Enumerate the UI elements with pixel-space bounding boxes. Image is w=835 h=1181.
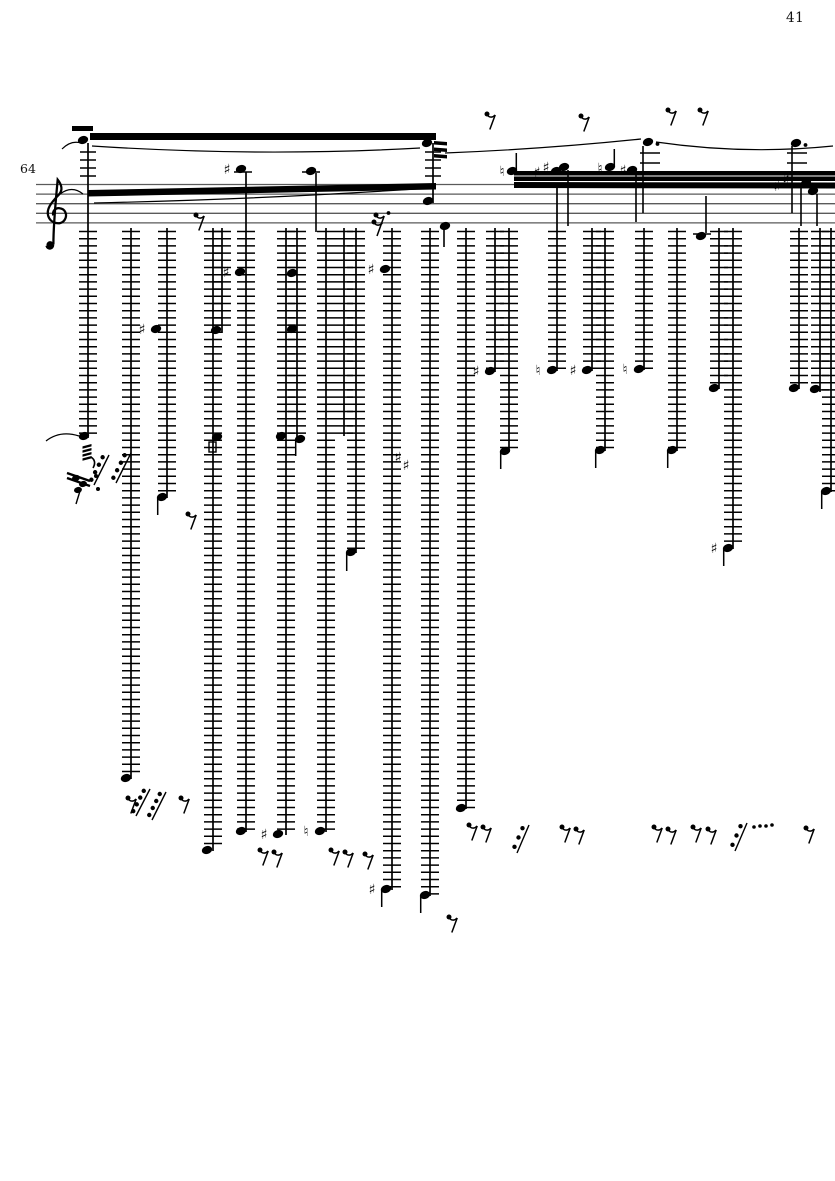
slur xyxy=(60,190,83,195)
page-number: 41 xyxy=(786,10,805,26)
eighth-rest xyxy=(343,850,354,868)
sharp-accidental: ♯ xyxy=(367,262,375,278)
eighth-rest xyxy=(481,825,492,843)
eighth-rest xyxy=(706,827,717,845)
eighth-rest xyxy=(666,827,677,845)
sharp-accidental: ♯ xyxy=(368,882,376,898)
grace-chain-dot xyxy=(738,824,742,828)
grace-chain-dot xyxy=(520,826,524,830)
eighth-rest xyxy=(186,512,197,530)
natural-accidental: ♮ xyxy=(303,824,309,840)
eighth-rest xyxy=(258,848,269,866)
grace-chain-slash xyxy=(152,792,166,820)
sharp-accidental: ♯ xyxy=(223,162,231,178)
column-end-note xyxy=(272,829,284,840)
natural-accidental: ♮ xyxy=(499,164,505,180)
eighth-rest xyxy=(666,108,677,126)
grace-chain-dot xyxy=(93,470,97,474)
treble-clef-icon xyxy=(46,180,66,249)
grace-chain-dot xyxy=(734,833,738,837)
tremolo-stripe xyxy=(83,448,92,453)
column-mid-note xyxy=(379,264,391,275)
grace-cluster-dot xyxy=(94,474,98,478)
grace-chain-slash xyxy=(136,789,150,816)
grace-chain-slash xyxy=(116,453,131,483)
column-mid-note xyxy=(234,267,246,278)
grace-chain-dot xyxy=(131,809,135,813)
sharp-accidental: ♯ xyxy=(472,364,480,380)
sharp-accidental: ♯ xyxy=(569,363,577,379)
beam xyxy=(434,141,447,146)
grace-chain-dot xyxy=(122,453,126,457)
tremolo-stripe xyxy=(83,444,92,449)
sharp-accidental: ♯ xyxy=(222,265,230,281)
sharp-accidental: ♯ xyxy=(773,179,781,195)
column-end-note xyxy=(210,325,222,336)
grace-chain-slash xyxy=(94,455,109,485)
grace-chain-dot xyxy=(158,792,162,796)
grace-chain-dot xyxy=(97,463,101,467)
beam xyxy=(434,154,447,159)
eighth-rest xyxy=(652,825,663,843)
grace-cluster-dot xyxy=(96,487,100,491)
eighth-rest xyxy=(691,825,702,843)
sharp-accidental: ♯ xyxy=(782,172,790,188)
sharp-accidental: ♯ xyxy=(138,322,146,338)
augmentation-dot xyxy=(804,143,808,147)
eighth-rest xyxy=(467,823,478,841)
slur xyxy=(62,142,81,149)
eighth-rest xyxy=(363,852,374,870)
natural-accidental: ♮ xyxy=(622,362,628,378)
eighth-rest xyxy=(447,915,458,933)
sharp-accidental: ♯ xyxy=(619,163,627,179)
trail-dot xyxy=(770,823,774,827)
grace-chain-dot xyxy=(512,845,516,849)
trail-dot xyxy=(758,824,762,828)
grace-chain-dot xyxy=(115,468,119,472)
grace-chain-dot xyxy=(730,843,734,847)
augmentation-dot xyxy=(656,142,660,146)
sharp-accidental: ♯ xyxy=(394,450,402,466)
grace-cluster-head xyxy=(73,486,82,494)
tremolo-stripe xyxy=(83,456,92,461)
eighth-rest xyxy=(485,112,496,130)
column-end-note xyxy=(314,826,326,837)
grace-chain-dot xyxy=(154,799,158,803)
trail-dot xyxy=(752,825,756,829)
grace-chain-dot xyxy=(147,813,151,817)
measure-number: 64 xyxy=(20,161,36,176)
grace-chain-dot xyxy=(138,795,142,799)
slur xyxy=(445,139,641,153)
natural-accidental: ♮ xyxy=(597,161,603,177)
grace-chain-dot xyxy=(135,802,139,806)
sharp-accidental: ♯ xyxy=(710,541,718,557)
eighth-rest xyxy=(574,827,585,845)
grace-chain-dot xyxy=(516,835,520,839)
eighth-rest xyxy=(698,108,709,126)
trail-dot xyxy=(764,824,768,828)
eighth-rest xyxy=(329,848,340,866)
natural-accidental: ♮ xyxy=(535,363,541,379)
grace-chain-dot xyxy=(111,476,115,480)
stress-dash xyxy=(72,126,93,131)
slur xyxy=(46,434,79,441)
eighth-rest xyxy=(804,826,815,844)
eighth-rest xyxy=(179,796,190,814)
eighth-rest xyxy=(194,213,205,231)
beam xyxy=(90,133,436,140)
sharp-accidental: ♯ xyxy=(542,160,550,176)
tremolo-hook xyxy=(91,457,95,468)
slur xyxy=(92,146,420,152)
sharp-accidental: ♯ xyxy=(402,458,410,474)
sharp-accidental: ♯ xyxy=(260,827,268,843)
eighth-rest xyxy=(579,114,590,132)
notehead xyxy=(642,137,654,148)
eighth-rest xyxy=(272,850,283,868)
sharp-accidental: ♯ xyxy=(533,165,541,181)
grace-chain-dot xyxy=(151,806,155,810)
grace-chain-dot xyxy=(100,455,104,459)
tremolo-stripe xyxy=(83,452,92,457)
column-end-note xyxy=(201,845,213,856)
eighth-rest xyxy=(560,825,571,843)
grace-chain-dot xyxy=(142,789,146,793)
grace-chain-dot xyxy=(119,461,123,465)
sixteenth-rest xyxy=(372,211,391,236)
